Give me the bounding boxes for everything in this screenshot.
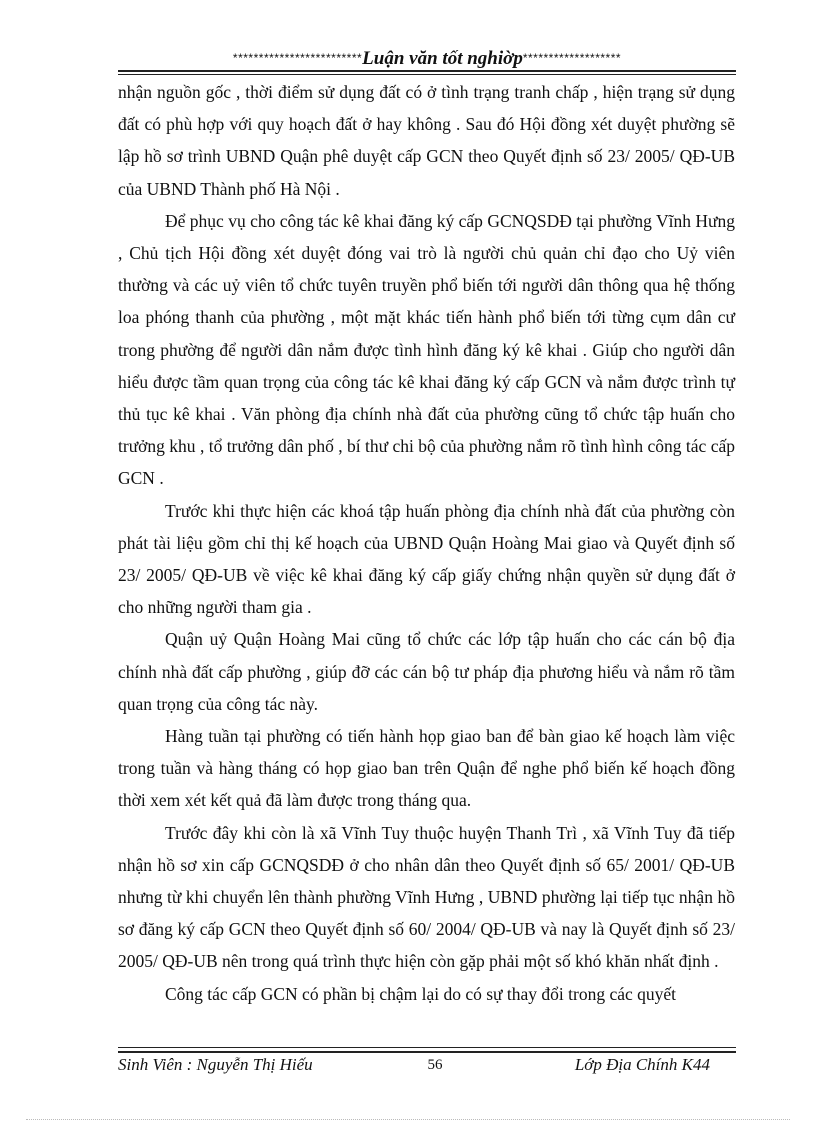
page-header: [118, 47, 736, 70]
paragraph-2: Để phục vụ cho công tác kê khai đăng ký cấp GCNQSDĐ tại phường Vĩnh Hưng , Chủ tịch Hội đồng xét duyệt đóng vai trò là người chủ quản chỉ đạo cho Uỷ viên thường và các uỷ viên tổ chức tuyên truyền phổ biến tới người dân thông qua hệ thống loa phóng thanh của phường , một mặt khác tiến hành phổ biến tới từng cụm dân cư trong phường để người dân nắm được tình hình đăng ký kê khai . Giúp cho người dân hiểu được tầm quan trọng của công tác kê khai đăng ký cấp GCN và nắm được trình tự thủ tục kê khai . Văn phòng địa chính nhà đất của phường cũng tổ chức tập huấn cho trưởng khu , tổ trưởng dân phố , bí thư chi bộ của phường nắm rõ tình hình công tác cấp GCN .: [118, 210, 735, 489]
header-stars-left: *************************: [232, 51, 363, 65]
paragraph-7: Công tác cấp GCN có phần bị chậm lại do có sự thay đổi trong các quyết: [165, 983, 677, 1004]
footer-rule-thick: [118, 1051, 736, 1053]
footer-class-name: Lớp Địa Chính K44: [574, 1055, 710, 1074]
paragraph-1: nhận nguồn gốc , thời điểm sử dụng đất có ở tình trạng tranh chấp , hiện trạng sử dụng đất có phù hợp với quy hoạch đất ở hay không . Sau đó Hội đồng xét duyệt phường sẽ lập hồ sơ trình UBND Quận phê duyệt cấp GCN theo Quyết định số 23/ 2005/ QĐ-UB của UBND Thành phố Hà Nội .: [118, 82, 735, 199]
footer-student-name: Sinh Viên : Nguyễn Thị Hiếu: [118, 1055, 313, 1074]
header-title: Luận văn tốt nghiờp: [362, 48, 523, 69]
footer-rule-thin: [118, 1047, 736, 1048]
header-rule-thin: [118, 74, 736, 75]
paragraph-6: Trước đây khi còn là xã Vĩnh Tuy thuộc huyện Thanh Trì , xã Vĩnh Tuy đã tiếp nhận hồ sơ xin cấp GCNQSDĐ ở cho nhân dân theo Quyết định số 65/ 2001/ QĐ-UB nhưng từ khi chuyển lên thành phường Vĩnh Hưng , UBND phường lại tiếp tục nhận hồ sơ đăng ký cấp GCN theo Quyết định số 60/ 2004/ QĐ-UB và nay là Quyết định số 23/ 2005/ QĐ-UB nên trong quá trình thực hiện còn gặp phải một số khó khăn nhất định .: [118, 822, 735, 972]
paragraph-5: Hàng tuần tại phường có tiến hành họp giao ban để bàn giao kế hoạch làm việc trong tuần và hàng tháng có họp giao ban trên Quận để nghe phổ biến kế hoạch đồng thời xem xét kết quả đã làm được trong tháng qua.: [118, 726, 735, 811]
paragraph-3: Trước khi thực hiện các khoá tập huấn phòng địa chính nhà đất của phường còn phát tài liệu gồm chỉ thị kế hoạch của UBND Quận Hoàng Mai giao và Quyết định số 23/ 2005/ QĐ-UB về việc kê khai đăng ký cấp giấy chứng nhận quyền sử dụng đất ở cho những người tham gia .: [118, 500, 735, 618]
page-number: 56: [427, 1057, 443, 1073]
document-body: [118, 76, 735, 1010]
page-edge-dotted-line: [26, 1119, 790, 1120]
paragraph-4: Quận uỷ Quận Hoàng Mai cũng tổ chức các lớp tập huấn cho các cán bộ địa chính nhà đất cấp phường , giúp đỡ các cán bộ tư pháp địa phương hiểu và nắm rõ tầm quan trọng của công tác này.: [118, 629, 735, 714]
header-stars-right: *******************: [522, 51, 622, 65]
header-rule-thick: [118, 70, 736, 72]
